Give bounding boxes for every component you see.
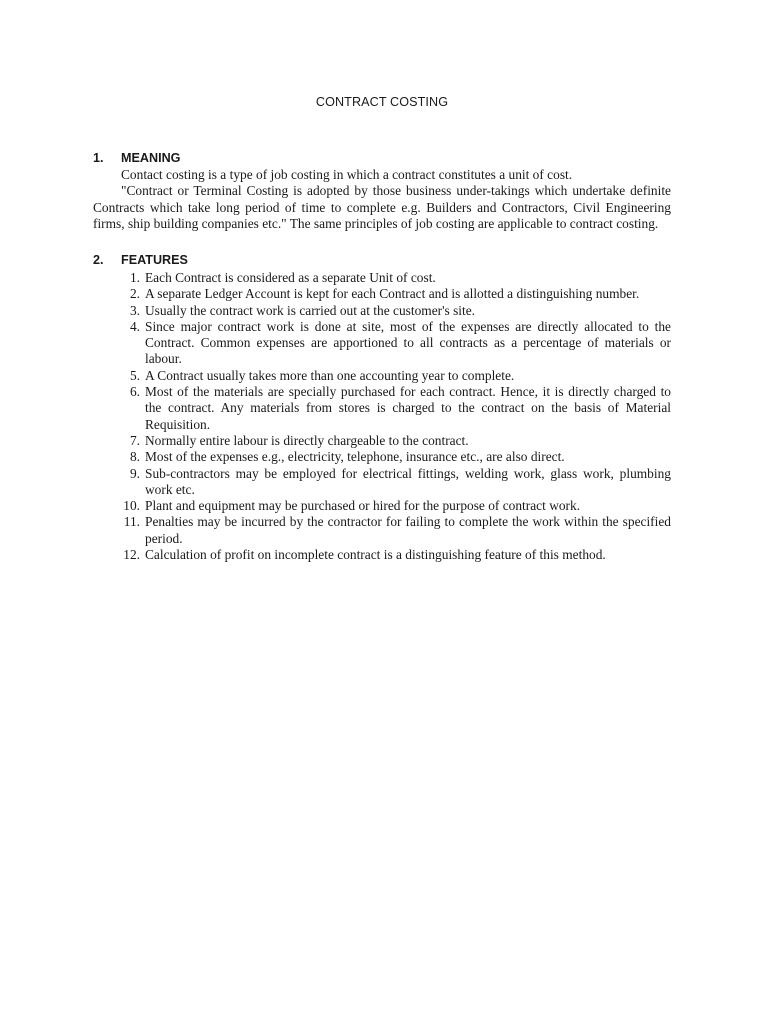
section-title: FEATURES bbox=[121, 253, 188, 267]
meaning-paragraph: Contact costing is a type of job costing in which a contract constitutes a unit of cost. bbox=[121, 167, 573, 182]
list-item bbox=[93, 319, 671, 368]
list-item bbox=[93, 286, 671, 302]
list-item-number: 12. bbox=[123, 547, 140, 563]
meaning-paragraph: "Contract or Terminal Costing is adopted by those business under-takings which undertake definite Contracts which take long period of time to complete e.g. Builders and Contractors, Civil Engineering firms, ship building companies etc." The same principles of job costing are applicable to contract costing. bbox=[93, 183, 671, 231]
document-title: CONTRACT COSTING bbox=[315, 95, 449, 109]
list-item-text: Calculation of profit on incomplete contract is a distinguishing feature of this method. bbox=[145, 547, 606, 563]
list-item bbox=[93, 303, 671, 319]
list-item-number: 11. bbox=[123, 514, 140, 530]
list-item bbox=[93, 368, 671, 384]
list-item-text: Sub-contractors may be employed for electrical fittings, welding work, glass work, plumbing work etc. bbox=[145, 465, 671, 497]
list-item bbox=[93, 449, 671, 465]
list-item bbox=[93, 547, 671, 563]
list-item bbox=[93, 498, 671, 514]
list-item-number: 10. bbox=[123, 498, 140, 514]
list-item-text: Usually the contract work is carried out at the customer's site. bbox=[145, 302, 476, 318]
list-item-number: 1. bbox=[129, 270, 140, 285]
list-item bbox=[93, 433, 671, 449]
list-item-number: 5. bbox=[129, 367, 140, 383]
list-item-text: Plant and equipment may be purchased or hired for the purpose of contract work. bbox=[145, 498, 581, 514]
list-item bbox=[93, 466, 671, 499]
list-item bbox=[93, 384, 671, 433]
list-item-number: 7. bbox=[129, 432, 140, 448]
features-list bbox=[93, 270, 671, 563]
list-item-text: Each Contract is considered as a separate Unit of cost. bbox=[145, 270, 436, 285]
section-number: 1. bbox=[93, 151, 104, 165]
list-item bbox=[93, 270, 671, 286]
list-item-number: 4. bbox=[129, 318, 140, 334]
list-item-number: 2. bbox=[129, 286, 140, 302]
list-item-text: Penalties may be incurred by the contractor for failing to complete the work within the specified period. bbox=[145, 514, 671, 546]
meaning-section bbox=[93, 167, 671, 232]
list-item bbox=[93, 514, 671, 547]
section-heading-meaning bbox=[93, 150, 180, 166]
list-item-text: Most of the expenses e.g., electricity, telephone, insurance etc., are also direct. bbox=[145, 449, 565, 465]
list-item-text: Since major contract work is done at site, most of the expenses are directly allocated to the Contract. Common expenses are apportioned to all contracts as a percentage of materials or labour. bbox=[145, 318, 671, 367]
section-heading-features bbox=[93, 252, 188, 268]
list-item-text: A Contract usually takes more than one accounting year to complete. bbox=[145, 367, 515, 383]
section-number: 2. bbox=[93, 253, 104, 267]
section-title: MEANING bbox=[121, 151, 181, 165]
list-item-number: 3. bbox=[129, 302, 140, 318]
list-item-text: Normally entire labour is directly chargeable to the contract. bbox=[145, 432, 469, 448]
list-item-number: 9. bbox=[129, 465, 140, 481]
list-item-number: 6. bbox=[129, 384, 140, 400]
list-item-number: 8. bbox=[129, 449, 140, 465]
list-item-text: A separate Ledger Account is kept for each Contract and is allotted a distinguishing number. bbox=[145, 286, 640, 302]
list-item-text: Most of the materials are specially purchased for each contract. Hence, it is directly charged to the contract. Any materials from stores is charged to the contract on the basis of Material Requisition. bbox=[145, 384, 671, 432]
